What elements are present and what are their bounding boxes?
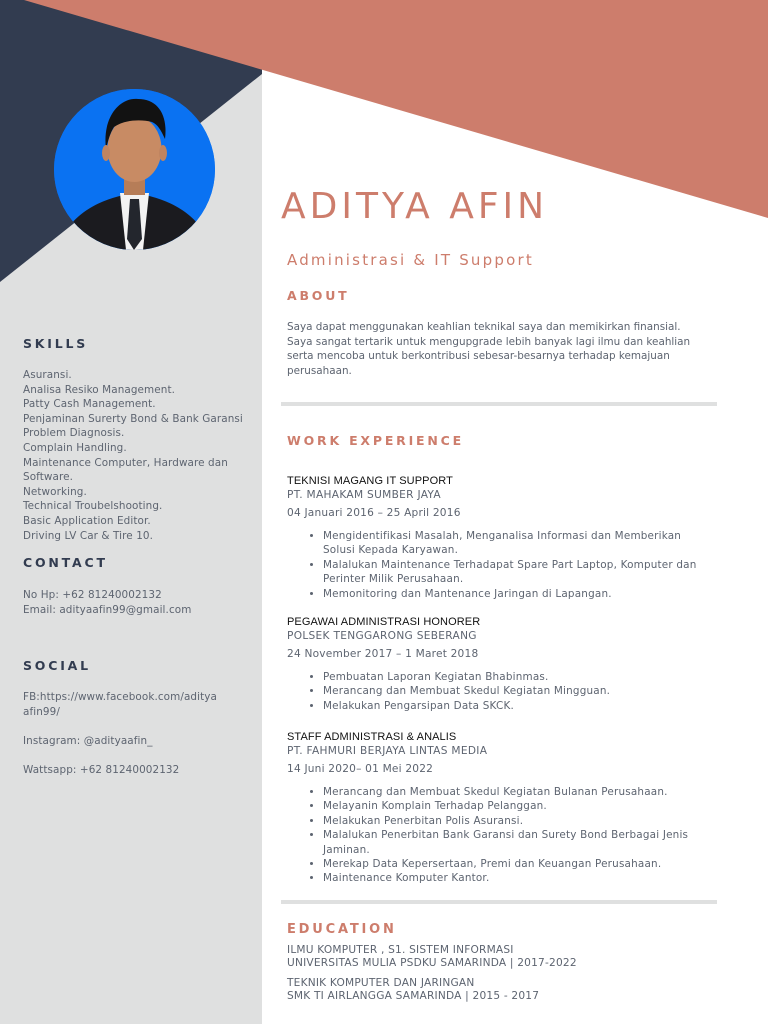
job-entry [287,730,707,886]
skill-item: Patty Cash Management. [23,398,156,411]
section-divider [281,900,717,904]
profile-photo [54,89,215,250]
duty-item: • Pembuatan Laporan Kegiatan Bhabinmas. [323,670,707,684]
education-degree: ILMU KOMPUTER , S1. SISTEM INFORMASI [287,944,514,956]
skill-item: Problem Diagnosis. [23,427,125,440]
skills-heading: SKILLS [23,336,89,351]
job-entry-dates: 14 Juni 2020– 01 Mei 2022 [287,763,434,775]
social-instagram: Instagram: @adityaafin_ [23,734,153,747]
education-entry [287,977,707,1003]
education-heading: EDUCATION [287,922,397,937]
education-school: UNIVERSITAS MULIA PSDKU SAMARINDA | 2017-2022 [287,957,577,969]
full-name: ADITYA AFIN [281,186,549,227]
skill-item: Asuransi. [23,369,72,381]
skill-item: Penjaminan Surerty Bond & Bank Garansi [23,412,243,425]
education-entry [287,944,707,970]
contact-heading: CONTACT [23,555,108,570]
spacer [23,719,248,734]
job-entry-dates: 04 Januari 2016 – 25 April 2016 [287,507,461,519]
contact-email: Email: adityaafin99@gmail.com [23,603,192,616]
social-heading: SOCIAL [23,658,91,673]
about-text [287,320,712,379]
about-line: perusahaan. [287,365,352,378]
job-entry-company: POLSEK TENGGARONG SEBERANG [287,630,477,642]
duty-item: • Merancang dan Membuat Skedul Kegiatan Mingguan. [323,684,707,698]
job-entry-company: PT. FAHMURI BERJAYA LINTAS MEDIA [287,745,488,757]
duty-item: • Melakukan Penerbitan Polis Asuransi. [323,814,707,828]
about-heading: ABOUT [287,288,350,303]
social-facebook-continued: afin99/ [23,705,60,718]
about-line: serta mencoba untuk berkontribusi sebesar-besarnya terhadap kemajuan [287,350,670,363]
duty-item: • Malalukan Penerbitan Bank Garansi dan Surety Bond Berbagai Jenis Jaminan. [323,828,707,857]
skill-item: Driving LV Car & Tire 10. [23,529,154,542]
skill-item: Software. [23,471,74,484]
job-entry-dates: 24 November 2017 – 1 Maret 2018 [287,648,479,660]
skill-item: Basic Application Editor. [23,514,151,527]
job-entry [287,474,707,601]
job-entry [287,615,707,713]
about-line: Saya dapat menggunakan keahlian teknikal saya dan memikirkan finansial. [287,321,681,333]
duty-item: • Mengidentifikasi Masalah, Menganalisa Informasi dan Memberikan Solusi Kepada Karyawan. [323,529,707,558]
job-entry-title: TEKNISI MAGANG IT SUPPORT [287,475,453,487]
duty-item: • Malalukan Maintenance Terhadapat Spare Part Laptop, Komputer dan Perinter Milik Perusahaan. [323,558,707,587]
job-entry-title: STAFF ADMINISTRASI & ANALIS [287,731,457,743]
skill-item: Networking. [23,485,87,498]
job-duties-list [287,785,707,886]
about-line: Saya sangat tertarik untuk mengupgrade lebih banyak lagi ilmu dan keahlian [287,335,691,348]
contact-phone: No Hp: +62 81240002132 [23,589,162,601]
job-entry-company: PT. MAHAKAM SUMBER JAYA [287,489,441,501]
job-duties-list [287,670,707,713]
duty-item: • Memonitoring dan Mantenance Jaringan di Lapangan. [323,587,707,601]
job-title: Administrasi & IT Support [287,251,534,269]
education-school: SMK TI AIRLANGGA SAMARINDA | 2015 - 2017 [287,990,540,1002]
social-list [23,690,248,778]
section-divider [281,402,717,406]
job-duties-list [287,529,707,601]
duty-item: • Melakukan Pengarsipan Data SKCK. [323,699,707,713]
skill-item: Analisa Resiko Management. [23,383,176,396]
duty-item: • Melayanin Komplain Terhadap Pelanggan. [323,799,707,813]
work-experience-heading: WORK EXPERIENCE [287,433,464,448]
education-degree: TEKNIK KOMPUTER DAN JARINGAN [287,977,475,989]
social-facebook: FB:https://www.facebook.com/aditya [23,691,217,703]
skills-list [23,368,248,543]
duty-item: • Merancang dan Membuat Skedul Kegiatan Bulanan Perusahaan. [323,785,707,799]
contact-list [23,588,248,617]
skill-item: Technical Troubelshooting. [23,500,163,513]
skill-item: Complain Handling. [23,441,127,454]
job-entry-title: PEGAWAI ADMINISTRASI HONORER [287,616,481,628]
skill-item: Maintenance Computer, Hardware dan [23,456,228,469]
duty-item: • Maintenance Komputer Kantor. [323,871,707,885]
spacer [23,748,248,763]
avatar [54,89,215,250]
social-whatsapp: Wattsapp: +62 81240002132 [23,763,180,776]
duty-item: • Merekap Data Kepersertaan, Premi dan Keuangan Perusahaan. [323,857,707,871]
